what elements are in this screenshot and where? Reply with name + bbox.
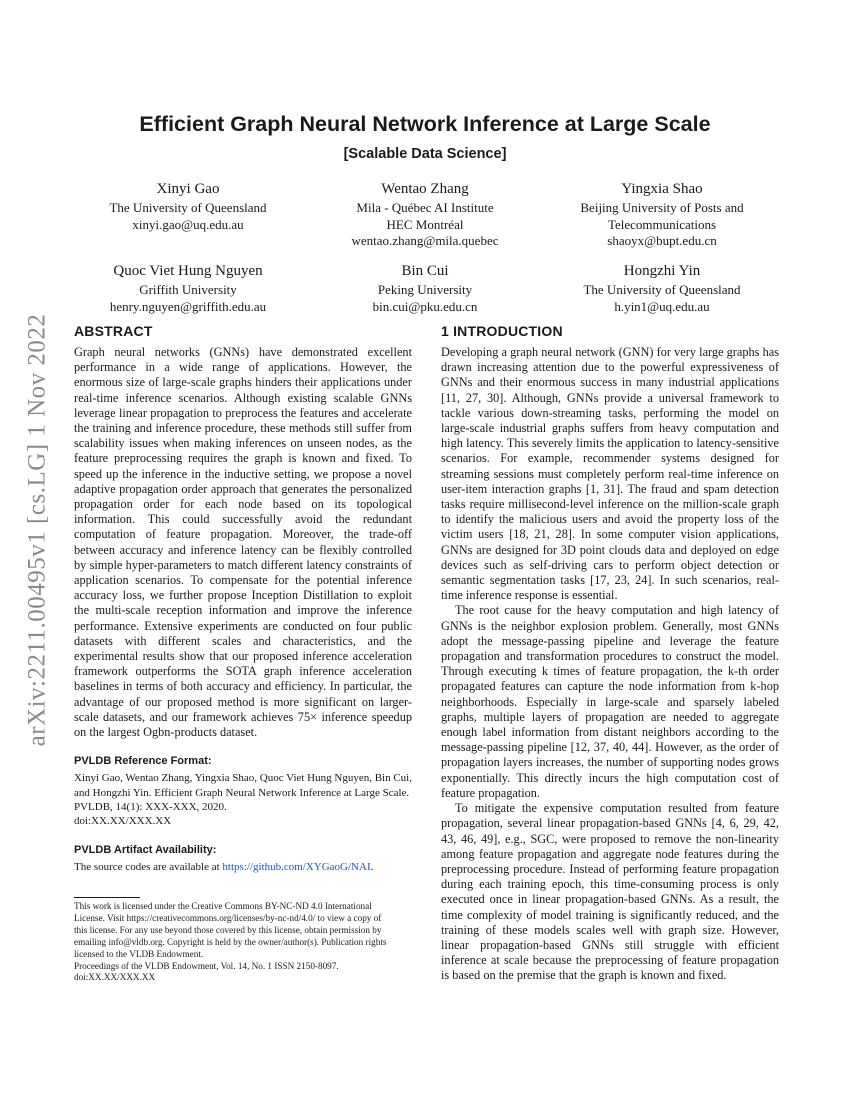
left-column bbox=[74, 322, 412, 874]
introduction-heading: 1 INTRODUCTION bbox=[441, 323, 563, 339]
author-affiliation: Griffith University bbox=[139, 282, 237, 297]
author-affiliation: Beijing University of Posts and bbox=[580, 200, 744, 215]
author-affiliation: HEC Montréal bbox=[386, 216, 464, 232]
footnote-line: Proceedings of the VLDB Endowment, Vol. 14, No. 1 ISSN 2150-8097. bbox=[74, 960, 339, 971]
abstract-heading: ABSTRACT bbox=[74, 323, 153, 339]
author-block bbox=[70, 180, 780, 344]
paper-title: Efficient Graph Neural Network Inference at Large Scale bbox=[139, 112, 711, 136]
reference-format-heading: PVLDB Reference Format: bbox=[74, 755, 212, 768]
author-affiliation: The University of Queensland bbox=[583, 282, 741, 297]
arxiv-identifier: arXiv:2211.00495v1 [cs.LG] 1 Nov 2022 bbox=[23, 313, 51, 747]
artifact-heading: PVLDB Artifact Availability: bbox=[74, 843, 217, 856]
reference-line: PVLDB, 14(1): XXX-XXX, 2020. bbox=[74, 801, 227, 814]
artifact-suffix: . bbox=[370, 860, 374, 873]
author-name: Quoc Viet Hung Nguyen bbox=[113, 263, 263, 279]
intro-paragraph: To mitigate the expensive computation resulted from feature propagation, several linear propagation-based GNNs [4, 6, 29, 42, 43, 46, 49], e.g., SGC, were proposed to remove the non-linearity among feature propagation and aggregate node features during the preprocessing procedure. Instead of performing feature propagation during each training epoch, this time-consuming process is only executed once in linear propagation-based GNNs. As a result, the time complexity of model training is significantly reduced, and the training of these models scales well with graph size. However, linear propagation-based GNNs still struggle with efficient inference at scale because the preprocessing of feature propagation is based on the premise that the graph is known and fixed. bbox=[441, 801, 779, 983]
author-affiliation: Telecommunications bbox=[607, 216, 717, 232]
author-name: Hongzhi Yin bbox=[623, 263, 701, 279]
footnote-line: License. Visit https://creativecommons.org/licenses/by-nc-nd/4.0/ to view a copy of bbox=[74, 912, 382, 923]
author-affiliation: Peking University bbox=[377, 282, 473, 297]
author-row bbox=[70, 180, 780, 262]
right-column bbox=[441, 322, 779, 984]
author-affiliation: The University of Queensland bbox=[109, 200, 267, 215]
author-card bbox=[70, 180, 306, 262]
author-name: Bin Cui bbox=[401, 263, 449, 279]
intro-paragraph: Developing a graph neural network (GNN) for very large graphs has drawn increasing attention due to the powerful expressiveness of GNNs and their enormous success in many industrial applications [11, 27, 30]. Although, GNNs provide a universal framework to tackle various down-streaming tasks, performing the model on large-scale industrial graphs suffers from heavy computation and high latency. This severely limits the application to latency-sensitive scenarios. For example, recommender systems designed for streaming sessions must completely perform real-time inference on user-item interaction graphs [1, 31]. The fraud and spam detection tasks require millisecond-level inference on the million-scale graph to identify the malicious users and avoid the property loss of the victim users [18, 21, 28]. In some computer vision applications, GNNs are designed for 3D point clouds data and deployed on edge devices such as self-driving cars to perform object detection or semantic segmentation tasks [17, 23, 24]. In such scenarios, real-time inference response is essential. bbox=[441, 345, 779, 603]
author-card bbox=[544, 180, 780, 262]
paper-track: [Scalable Data Science] bbox=[343, 146, 507, 162]
artifact-prefix: The source codes are available at bbox=[74, 860, 223, 873]
footnote-line: licensed to the VLDB Endowment. bbox=[74, 948, 204, 959]
footnote-line: this license. For any use beyond those covered by this license, obtain permission by bbox=[74, 924, 382, 935]
reference-doi: doi:XX.XX/XXX.XX bbox=[74, 815, 172, 828]
artifact-link[interactable]: https://github.com/XYGaoG/NAI bbox=[222, 860, 371, 873]
reference-line: Xinyi Gao, Wentao Zhang, Yingxia Shao, Quoc Viet Hung Nguyen, Bin Cui, bbox=[74, 772, 412, 785]
author-email: h.yin1@uq.edu.au bbox=[614, 298, 710, 314]
author-email: henry.nguyen@griffith.edu.au bbox=[109, 298, 267, 314]
author-name: Xinyi Gao bbox=[156, 181, 220, 197]
abstract-text: Graph neural networks (GNNs) have demonstrated excellent performance in a wide range of applications. However, the enormous size of large-scale graphs hinders their applications under real-time inference scenarios. Although existing scalable GNNs leverage linear propagation to preprocess the features and accelerate the training and inference procedure, these methods still suffer from scalability issues when making inferences on unseen nodes, as the feature preprocessing requires the graph is known and fixed. To speed up the inference in the inductive setting, we propose a novel adaptive propagation order approach that generates the personalized propagation order for each node based on its topological information. This could successfully avoid the redundant computation of feature propagation. Moreover, the trade-off between accuracy and inference latency can be flexibly controlled by simple hyper-parameters to match different latency constraints of application scenarios. To compensate for the potential inference accuracy loss, we further propose Inception Distillation to exploit the multi-scale reception information and improve the inference performance. Extensive experiments are conducted on four public datasets with different scales and characteristics, and the experimental results show that our proposed inference acceleration framework outperforms the SOTA graph inference acceleration baselines in terms of both accuracy and efficiency. In particular, the advantage of our proposed method is more significant on larger-scale datasets, and our framework achieves 75× inference speedup on the largest Ogbn-products dataset. bbox=[74, 345, 412, 740]
license-footnote bbox=[74, 901, 412, 984]
footnote-line: This work is licensed under the Creative Commons BY-NC-ND 4.0 International bbox=[74, 901, 372, 911]
reference-format-body bbox=[74, 771, 412, 828]
author-name: Wentao Zhang bbox=[381, 181, 469, 197]
author-email: shaoyx@bupt.edu.cn bbox=[607, 233, 717, 248]
footnote-line: doi:XX.XX/XXX.XX bbox=[74, 972, 156, 983]
author-card bbox=[307, 180, 543, 262]
author-email: bin.cui@pku.edu.cn bbox=[372, 298, 478, 314]
artifact-body bbox=[74, 860, 412, 874]
intro-paragraph: The root cause for the heavy computation and high latency of GNNs is the neighbor explosion problem. Generally, most GNNs adopt the message-passing pipeline and leverage the feature propagation and transformation procedures to construct the model. Through executing k times of feature propagation, the k-th order propagated features can capture the node information from k-hop neighborhoods. Especially in large-scale and sparsely labeled graphs, multiple layers of propagation are needed to aggregate enough label information from distant neighbors according to the message-passing pipeline [12, 37, 40, 44]. However, as the order of propagation layers increases, the number of supporting nodes grows exponentially. This directly incurs the high computation cost of feature propagation. bbox=[441, 603, 779, 800]
footnote-divider bbox=[74, 897, 140, 898]
reference-line: and Hongzhi Yin. Efficient Graph Neural Network Inference at Large Scale. bbox=[74, 786, 410, 799]
author-affiliation: Mila - Québec AI Institute bbox=[356, 200, 494, 215]
author-email: xinyi.gao@uq.edu.au bbox=[132, 216, 244, 232]
author-email: wentao.zhang@mila.quebec bbox=[351, 233, 499, 248]
author-name: Yingxia Shao bbox=[621, 181, 703, 197]
footnote-line: emailing info@vldb.org. Copyright is held by the owner/author(s). Publication rights bbox=[74, 936, 387, 947]
